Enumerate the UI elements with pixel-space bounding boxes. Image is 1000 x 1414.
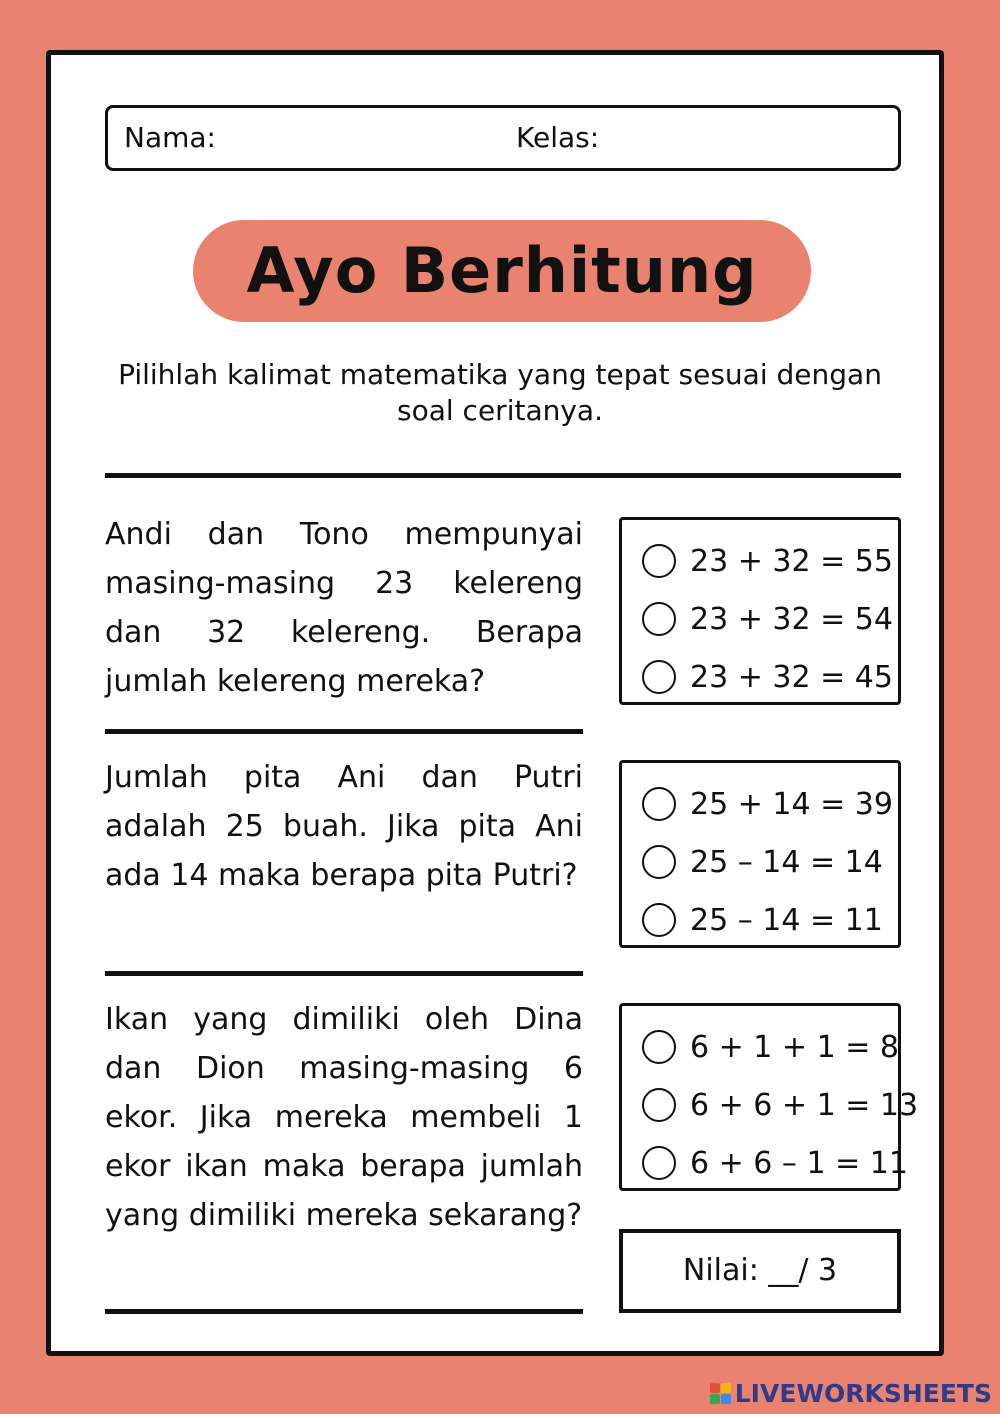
radio-button[interactable] [642,787,676,821]
class-label: Kelas: [516,121,600,154]
radio-button[interactable] [642,660,676,694]
divider [105,473,901,478]
student-info-box [105,105,901,171]
radio-button[interactable] [642,1088,676,1122]
question-2-options [619,760,901,948]
question-2-option-3[interactable] [642,891,898,949]
option-label: 23 + 32 = 54 [690,601,893,637]
liveworksheets-watermark [710,1379,992,1408]
question-1-option-3[interactable] [642,648,898,706]
question-1-text: Andi dan Tono mempunyai masing-masing 23 kelereng dan 32 kelereng. Berapa jumlah kelereng mereka? [105,517,583,699]
question-1-options [619,517,901,705]
question-2-option-2[interactable] [642,833,898,891]
question-3-option-2[interactable] [642,1076,919,1134]
liveworksheets-logo-icon [710,1383,731,1404]
question-1-option-2[interactable] [642,590,898,648]
option-label: 25 – 14 = 11 [690,902,883,938]
radio-button[interactable] [642,602,676,636]
question-2-text: Jumlah pita Ani dan Putri adalah 25 buah. Jika pita Ani ada 14 maka berapa pita Putri? [105,760,583,893]
option-label: 6 + 1 + 1 = 8 [690,1029,899,1065]
question-3-option-1[interactable] [642,1018,898,1076]
option-label: 25 – 14 = 14 [690,844,883,880]
option-label: 23 + 32 = 45 [690,659,893,695]
divider [105,971,583,976]
radio-button[interactable] [642,903,676,937]
score-box: Nilai: __/ 3 [619,1229,901,1313]
radio-button[interactable] [642,1030,676,1064]
worksheet-page [46,50,944,1356]
option-label: 6 + 6 + 1 = 13 [690,1087,919,1123]
radio-button[interactable] [642,1146,676,1180]
question-3-text: Ikan yang dimiliki oleh Dina dan Dion masing-masing 6 ekor. Jika mereka membeli 1 ekor ikan maka berapa jumlah yang dimiliki mereka sekarang? [105,1002,583,1233]
name-label: Nama: [124,121,216,154]
option-label: 25 + 14 = 39 [690,786,893,822]
option-label: 6 + 6 – 1 = 11 [690,1145,908,1181]
title-banner [193,220,811,322]
page-title: Ayo Berhitung [246,234,758,307]
question-3-option-3[interactable] [642,1134,908,1192]
instruction-text: Pilihlah kalimat matematika yang tepat sesuai dengan soal ceritanya. [118,358,882,427]
divider [105,1309,583,1314]
question-3-options [619,1003,919,1191]
option-label: 23 + 32 = 55 [690,543,893,579]
question-1-option-1[interactable] [642,532,898,590]
divider [105,729,583,734]
radio-button[interactable] [642,845,676,879]
watermark-text: LIVEWORKSHEETS [734,1379,992,1408]
radio-button[interactable] [642,544,676,578]
question-2-option-1[interactable] [642,775,898,833]
